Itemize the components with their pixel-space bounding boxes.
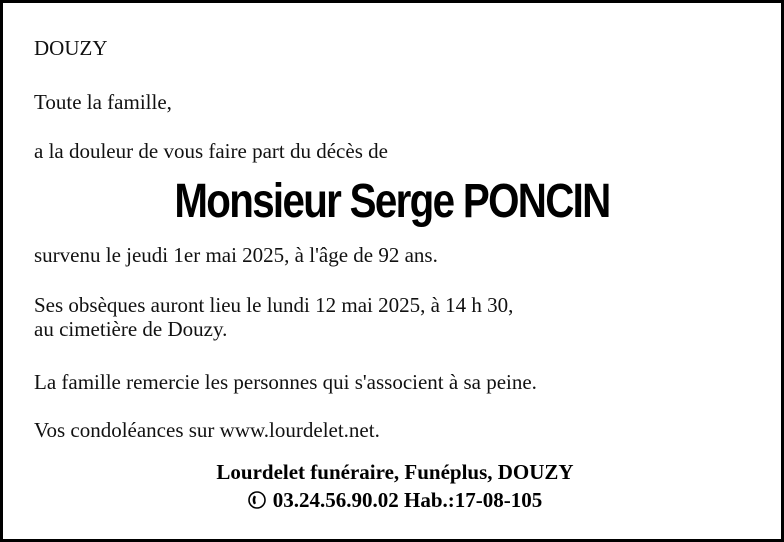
phone-number-text: 03.24.56.90.02 Hab.:17-08-105: [272, 488, 543, 512]
funeral-info-line-1: Ses obsèques auront lieu le lundi 12 mai 2025, à 14 h 30,: [34, 293, 514, 317]
greeting-text: Toute la famille,: [34, 90, 172, 114]
intro-text: a la douleur de vous faire part du décès de: [34, 139, 388, 163]
condolences-text: Vos condoléances sur www.lourdelet.net.: [34, 418, 380, 442]
location-text: DOUZY: [34, 36, 108, 60]
funeral-home-name: Lourdelet funéraire, Funéplus, DOUZY: [216, 460, 574, 484]
death-info-text: survenu le jeudi 1er mai 2025, à l'âge de 92 ans.: [34, 243, 438, 267]
deceased-name: Monsieur Serge PONCIN: [174, 175, 610, 228]
phone-line: [3, 487, 784, 513]
phone-icon: [248, 489, 266, 507]
funeral-info-line-2: au cimetière de Douzy.: [34, 317, 228, 341]
thanks-text: La famille remercie les personnes qui s'associent à sa peine.: [34, 370, 537, 394]
